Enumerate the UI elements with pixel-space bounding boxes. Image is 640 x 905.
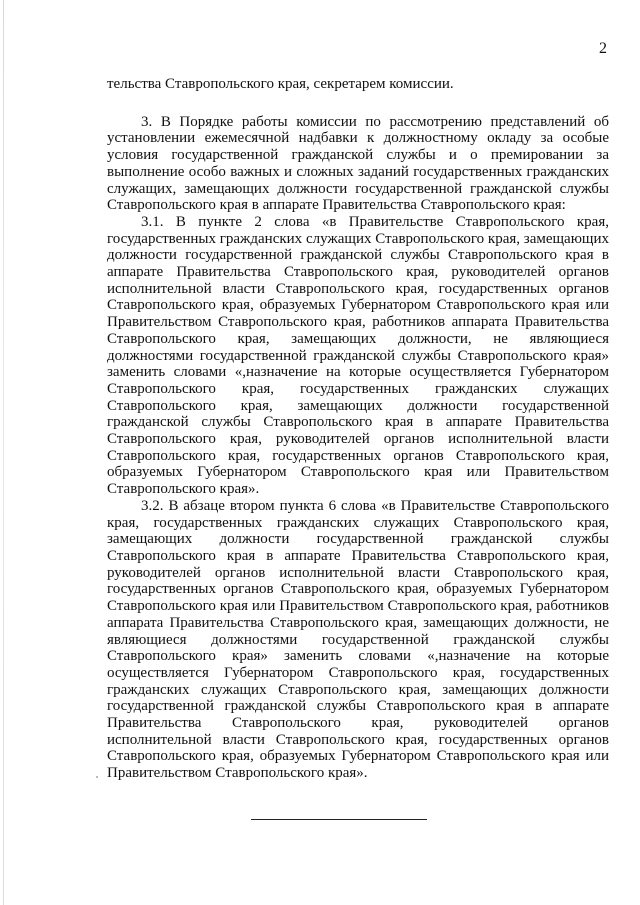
- paragraph-section-3: 3. В Порядке работы комиссии по рассмотрению представлений об установлении ежемесячной надбавки к должностному окладу за особые условия государственной гражданской службы и о премировании за выполнение особо важных и сложных заданий государственных гражданских служащих, замещающих должности государственной гражданской службы Ставропольского края в аппарате Правительства Ставропольского края:: [107, 113, 609, 214]
- end-of-text-rule: [251, 819, 427, 820]
- paragraph-section-3-1: 3.1. В пункте 2 слова «в Правительстве Ставропольского края, государственных гражданских служащих Ставропольского края, замещающих должности государственной гражданской службы Ставропольского края в аппарате Правительства Ставропольского края, руководителей органов исполнительной власти Ставропольского края, государственных органов Ставропольского края, образуемых Губернатором Ставропольского края или Правительством Ставропольского края, работников аппарата Правительства Ставропольского края, замещающих должности, не являющиеся должностями государственной гражданской службы Ставропольского края» заменить словами «,назначение на которые осуществляется Губернатором Ставропольского края, государственных гражданских служащих Ставропольского края, замещающих должности государственной гражданской службы Ставропольского края в аппарате Правительства Ставропольского края, руководителей органов исполнительной власти Ставропольского края, государственных органов Ставропольского края, образуемых Губернатором Ставропольского края или Правительством Ставропольского края».: [107, 213, 609, 498]
- scan-speck: [96, 776, 98, 778]
- document-body: [107, 76, 609, 782]
- page-number: 2: [599, 40, 607, 57]
- scan-edge-mark: [3, 0, 4, 905]
- continuation-paragraph: тельства Ставропольского края, секретарем комиссии.: [107, 76, 454, 92]
- paragraph-section-3-2: 3.2. В абзаце втором пункта 6 слова «в Правительстве Ставропольского края, государственных гражданских служащих Ставропольского края, замещающих должности государственной гражданской службы Ставропольского края в аппарате Правительства Ставропольского края, руководителей органов исполнительной власти Ставропольского края, государственных органов Ставропольского края, образуемых Губернатором Ставропольского края или Правительством Ставропольского края, работников аппарата Правительства Ставропольского края, замещающих должности, не являющиеся должностями государственной гражданской службы Ставропольского края» заменить словами «,назначение на которые осуществляется Губернатором Ставропольского края, государственных гражданских служащих Ставропольского края, замещающих должности государственной гражданской службы Ставропольского края в аппарате Правительства Ставропольского края, руководителей органов исполнительной власти Ставропольского края, государственных органов Ставропольского края, образуемых Губернатором Ставропольского края или Правительством Ставропольского края».: [107, 497, 609, 782]
